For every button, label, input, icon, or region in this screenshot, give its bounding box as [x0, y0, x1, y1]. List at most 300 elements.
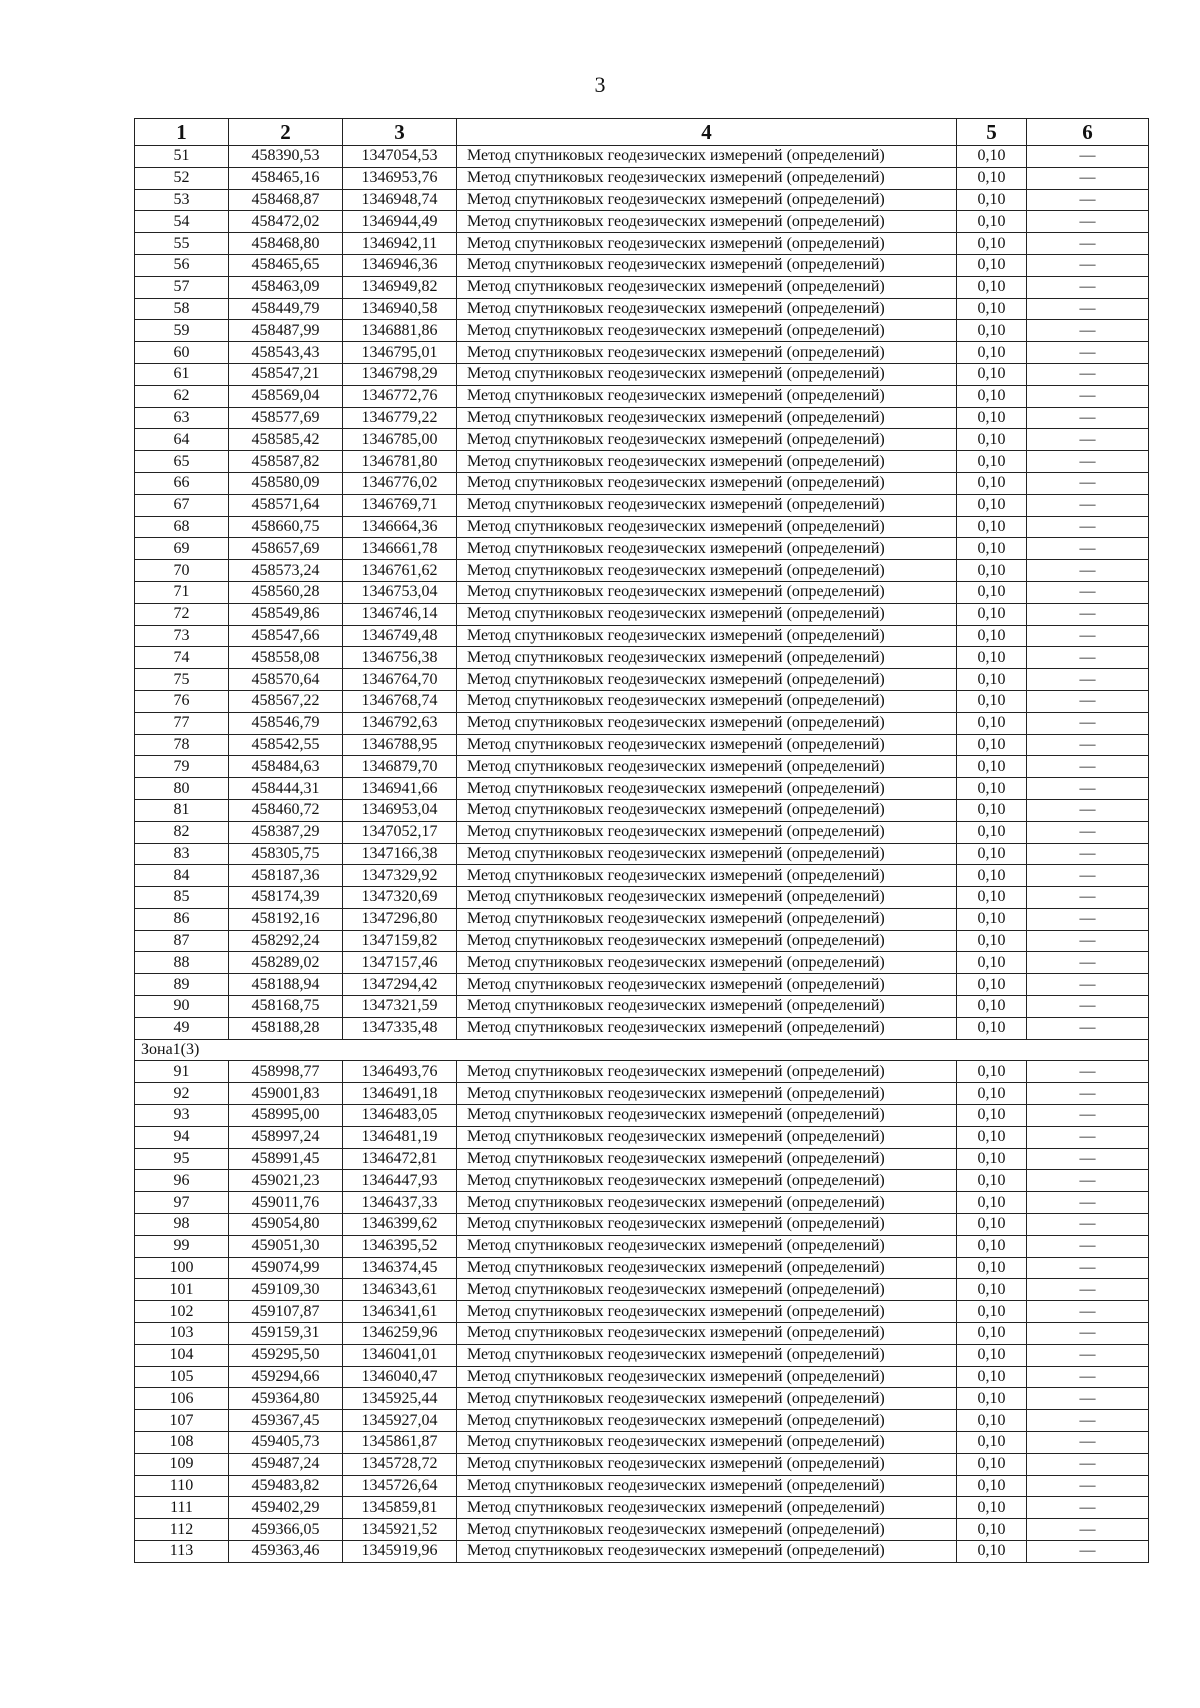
table-row [135, 385, 1149, 407]
x-coordinate-cell: 459074,99 [229, 1257, 343, 1279]
method-cell: Метод спутниковых геодезических измерений (определений) [457, 1541, 957, 1563]
point-number-cell: 70 [135, 560, 229, 582]
x-coordinate-cell: 458289,02 [229, 952, 343, 974]
method-cell: Метод спутниковых геодезических измерений (определений) [457, 1235, 957, 1257]
y-coordinate-cell: 1345927,04 [343, 1410, 457, 1432]
y-coordinate-cell: 1346879,70 [343, 756, 457, 778]
x-coordinate-cell: 458187,36 [229, 865, 343, 887]
method-cell: Метод спутниковых геодезических измерений (определений) [457, 974, 957, 996]
accuracy-cell: 0,10 [957, 1301, 1027, 1323]
y-coordinate-cell: 1346768,74 [343, 690, 457, 712]
accuracy-cell: 0,10 [957, 407, 1027, 429]
table-row [135, 974, 1149, 996]
table-row [135, 1497, 1149, 1519]
note-cell: — [1027, 560, 1149, 582]
y-coordinate-cell: 1345861,87 [343, 1432, 457, 1454]
method-cell: Метод спутниковых геодезических измерений (определений) [457, 625, 957, 647]
method-cell: Метод спутниковых геодезических измерений (определений) [457, 167, 957, 189]
method-cell: Метод спутниковых геодезических измерений (определений) [457, 451, 957, 473]
point-number-cell: 86 [135, 908, 229, 930]
point-number-cell: 82 [135, 821, 229, 843]
accuracy-cell: 0,10 [957, 146, 1027, 168]
x-coordinate-cell: 458587,82 [229, 451, 343, 473]
method-cell: Метод спутниковых геодезических измерений (определений) [457, 778, 957, 800]
accuracy-cell: 0,10 [957, 451, 1027, 473]
note-cell: — [1027, 1366, 1149, 1388]
header-col-5: 5 [957, 119, 1027, 146]
point-number-cell: 67 [135, 494, 229, 516]
point-number-cell: 54 [135, 211, 229, 233]
method-cell: Метод спутниковых геодезических измерений (определений) [457, 734, 957, 756]
point-number-cell: 104 [135, 1344, 229, 1366]
table-row [135, 865, 1149, 887]
method-cell: Метод спутниковых геодезических измерений (определений) [457, 146, 957, 168]
point-number-cell: 72 [135, 603, 229, 625]
accuracy-cell: 0,10 [957, 1235, 1027, 1257]
point-number-cell: 81 [135, 799, 229, 821]
method-cell: Метод спутниковых геодезических измерений (определений) [457, 494, 957, 516]
y-coordinate-cell: 1346761,62 [343, 560, 457, 582]
note-cell: — [1027, 254, 1149, 276]
y-coordinate-cell: 1346792,63 [343, 712, 457, 734]
y-coordinate-cell: 1346472,81 [343, 1148, 457, 1170]
point-number-cell: 60 [135, 342, 229, 364]
table-row [135, 1475, 1149, 1497]
point-number-cell: 103 [135, 1323, 229, 1345]
table-row [135, 494, 1149, 516]
x-coordinate-cell: 459366,05 [229, 1519, 343, 1541]
method-cell: Метод спутниковых геодезических измерений (определений) [457, 363, 957, 385]
note-cell: — [1027, 1017, 1149, 1039]
x-coordinate-cell: 458567,22 [229, 690, 343, 712]
method-cell: Метод спутниковых геодезических измерений (определений) [457, 211, 957, 233]
accuracy-cell: 0,10 [957, 996, 1027, 1018]
x-coordinate-cell: 458560,28 [229, 581, 343, 603]
method-cell: Метод спутниковых геодезических измерений (определений) [457, 887, 957, 909]
point-number-cell: 84 [135, 865, 229, 887]
accuracy-cell: 0,10 [957, 1017, 1027, 1039]
accuracy-cell: 0,10 [957, 233, 1027, 255]
header-col-3: 3 [343, 119, 457, 146]
method-cell: Метод спутниковых геодезических измерений (определений) [457, 320, 957, 342]
accuracy-cell: 0,10 [957, 1344, 1027, 1366]
point-number-cell: 71 [135, 581, 229, 603]
y-coordinate-cell: 1347294,42 [343, 974, 457, 996]
accuracy-cell: 0,10 [957, 1279, 1027, 1301]
x-coordinate-cell: 458571,64 [229, 494, 343, 516]
accuracy-cell: 0,10 [957, 167, 1027, 189]
y-coordinate-cell: 1346756,38 [343, 647, 457, 669]
accuracy-cell: 0,10 [957, 254, 1027, 276]
accuracy-cell: 0,10 [957, 363, 1027, 385]
accuracy-cell: 0,10 [957, 1148, 1027, 1170]
table-row [135, 1410, 1149, 1432]
note-cell: — [1027, 363, 1149, 385]
x-coordinate-cell: 458472,02 [229, 211, 343, 233]
accuracy-cell: 0,10 [957, 560, 1027, 582]
y-coordinate-cell: 1346953,04 [343, 799, 457, 821]
note-cell: — [1027, 908, 1149, 930]
point-number-cell: 90 [135, 996, 229, 1018]
x-coordinate-cell: 458444,31 [229, 778, 343, 800]
method-cell: Метод спутниковых геодезических измерений (определений) [457, 189, 957, 211]
method-cell: Метод спутниковых геодезических измерений (определений) [457, 1017, 957, 1039]
y-coordinate-cell: 1346942,11 [343, 233, 457, 255]
note-cell: — [1027, 1257, 1149, 1279]
y-coordinate-cell: 1346661,78 [343, 538, 457, 560]
x-coordinate-cell: 459051,30 [229, 1235, 343, 1257]
x-coordinate-cell: 459295,50 [229, 1344, 343, 1366]
note-cell: — [1027, 320, 1149, 342]
y-coordinate-cell: 1346746,14 [343, 603, 457, 625]
x-coordinate-cell: 458188,94 [229, 974, 343, 996]
note-cell: — [1027, 146, 1149, 168]
point-number-cell: 78 [135, 734, 229, 756]
note-cell: — [1027, 1453, 1149, 1475]
method-cell: Метод спутниковых геодезических измерений (определений) [457, 996, 957, 1018]
x-coordinate-cell: 458546,79 [229, 712, 343, 734]
table-row [135, 734, 1149, 756]
point-number-cell: 92 [135, 1083, 229, 1105]
accuracy-cell: 0,10 [957, 1541, 1027, 1563]
table-row [135, 451, 1149, 473]
table-row [135, 167, 1149, 189]
point-number-cell: 79 [135, 756, 229, 778]
table-row [135, 625, 1149, 647]
x-coordinate-cell: 458660,75 [229, 516, 343, 538]
method-cell: Метод спутниковых геодезических измерений (определений) [457, 407, 957, 429]
note-cell: — [1027, 1235, 1149, 1257]
note-cell: — [1027, 1192, 1149, 1214]
x-coordinate-cell: 458997,24 [229, 1126, 343, 1148]
note-cell: — [1027, 298, 1149, 320]
point-number-cell: 73 [135, 625, 229, 647]
point-number-cell: 61 [135, 363, 229, 385]
method-cell: Метод спутниковых геодезических измерений (определений) [457, 712, 957, 734]
x-coordinate-cell: 458580,09 [229, 472, 343, 494]
y-coordinate-cell: 1347157,46 [343, 952, 457, 974]
accuracy-cell: 0,10 [957, 385, 1027, 407]
method-cell: Метод спутниковых геодезических измерений (определений) [457, 647, 957, 669]
y-coordinate-cell: 1345859,81 [343, 1497, 457, 1519]
table-row [135, 712, 1149, 734]
accuracy-cell: 0,10 [957, 1214, 1027, 1236]
accuracy-cell: 0,10 [957, 865, 1027, 887]
note-cell: — [1027, 996, 1149, 1018]
table-row [135, 1323, 1149, 1345]
accuracy-cell: 0,10 [957, 1192, 1027, 1214]
x-coordinate-cell: 458168,75 [229, 996, 343, 1018]
x-coordinate-cell: 458387,29 [229, 821, 343, 843]
method-cell: Метод спутниковых геодезических измерений (определений) [457, 276, 957, 298]
table-row [135, 254, 1149, 276]
note-cell: — [1027, 1148, 1149, 1170]
point-number-cell: 98 [135, 1214, 229, 1236]
note-cell: — [1027, 887, 1149, 909]
accuracy-cell: 0,10 [957, 581, 1027, 603]
table-header-row [135, 119, 1149, 146]
x-coordinate-cell: 458573,24 [229, 560, 343, 582]
point-number-cell: 101 [135, 1279, 229, 1301]
y-coordinate-cell: 1346491,18 [343, 1083, 457, 1105]
accuracy-cell: 0,10 [957, 1061, 1027, 1083]
point-number-cell: 89 [135, 974, 229, 996]
note-cell: — [1027, 647, 1149, 669]
note-cell: — [1027, 1214, 1149, 1236]
y-coordinate-cell: 1346785,00 [343, 429, 457, 451]
accuracy-cell: 0,10 [957, 538, 1027, 560]
x-coordinate-cell: 459363,46 [229, 1541, 343, 1563]
point-number-cell: 110 [135, 1475, 229, 1497]
point-number-cell: 63 [135, 407, 229, 429]
method-cell: Метод спутниковых геодезических измерений (определений) [457, 908, 957, 930]
note-cell: — [1027, 756, 1149, 778]
y-coordinate-cell: 1346949,82 [343, 276, 457, 298]
y-coordinate-cell: 1346764,70 [343, 669, 457, 691]
accuracy-cell: 0,10 [957, 298, 1027, 320]
table-row [135, 342, 1149, 364]
method-cell: Метод спутниковых геодезических измерений (определений) [457, 1388, 957, 1410]
table-row [135, 1148, 1149, 1170]
note-cell: — [1027, 1519, 1149, 1541]
x-coordinate-cell: 458174,39 [229, 887, 343, 909]
y-coordinate-cell: 1347296,80 [343, 908, 457, 930]
x-coordinate-cell: 458998,77 [229, 1061, 343, 1083]
method-cell: Метод спутниковых геодезических измерений (определений) [457, 952, 957, 974]
table-row [135, 799, 1149, 821]
note-cell: — [1027, 167, 1149, 189]
y-coordinate-cell: 1345728,72 [343, 1453, 457, 1475]
x-coordinate-cell: 458542,55 [229, 734, 343, 756]
x-coordinate-cell: 459483,82 [229, 1475, 343, 1497]
point-number-cell: 59 [135, 320, 229, 342]
note-cell: — [1027, 1541, 1149, 1563]
method-cell: Метод спутниковых геодезических измерений (определений) [457, 1344, 957, 1366]
x-coordinate-cell: 458463,09 [229, 276, 343, 298]
point-number-cell: 74 [135, 647, 229, 669]
accuracy-cell: 0,10 [957, 821, 1027, 843]
table-row [135, 538, 1149, 560]
accuracy-cell: 0,10 [957, 1366, 1027, 1388]
y-coordinate-cell: 1345921,52 [343, 1519, 457, 1541]
x-coordinate-cell: 459405,73 [229, 1432, 343, 1454]
y-coordinate-cell: 1346940,58 [343, 298, 457, 320]
table-row [135, 1235, 1149, 1257]
point-number-cell: 112 [135, 1519, 229, 1541]
method-cell: Метод спутниковых геодезических измерений (определений) [457, 1410, 957, 1432]
note-cell: — [1027, 342, 1149, 364]
table-row [135, 843, 1149, 865]
method-cell: Метод спутниковых геодезических измерений (определений) [457, 581, 957, 603]
accuracy-cell: 0,10 [957, 276, 1027, 298]
y-coordinate-cell: 1346259,96 [343, 1323, 457, 1345]
note-cell: — [1027, 712, 1149, 734]
x-coordinate-cell: 458465,65 [229, 254, 343, 276]
point-number-cell: 56 [135, 254, 229, 276]
point-number-cell: 102 [135, 1301, 229, 1323]
note-cell: — [1027, 538, 1149, 560]
note-cell: — [1027, 189, 1149, 211]
y-coordinate-cell: 1347329,92 [343, 865, 457, 887]
y-coordinate-cell: 1346481,19 [343, 1126, 457, 1148]
x-coordinate-cell: 459054,80 [229, 1214, 343, 1236]
point-number-cell: 58 [135, 298, 229, 320]
point-number-cell: 83 [135, 843, 229, 865]
table-row [135, 603, 1149, 625]
x-coordinate-cell: 458390,53 [229, 146, 343, 168]
method-cell: Метод спутниковых геодезических измерений (определений) [457, 1323, 957, 1345]
page-number: 3 [594, 72, 606, 97]
accuracy-cell: 0,10 [957, 690, 1027, 712]
table-body [135, 146, 1149, 1563]
x-coordinate-cell: 459021,23 [229, 1170, 343, 1192]
y-coordinate-cell: 1346798,29 [343, 363, 457, 385]
y-coordinate-cell: 1346779,22 [343, 407, 457, 429]
y-coordinate-cell: 1346399,62 [343, 1214, 457, 1236]
x-coordinate-cell: 458484,63 [229, 756, 343, 778]
y-coordinate-cell: 1346753,04 [343, 581, 457, 603]
table-row [135, 952, 1149, 974]
table-row [135, 429, 1149, 451]
method-cell: Метод спутниковых геодезических измерений (определений) [457, 1257, 957, 1279]
y-coordinate-cell: 1347054,53 [343, 146, 457, 168]
x-coordinate-cell: 458465,16 [229, 167, 343, 189]
note-cell: — [1027, 799, 1149, 821]
point-number-cell: 93 [135, 1105, 229, 1127]
accuracy-cell: 0,10 [957, 843, 1027, 865]
accuracy-cell: 0,10 [957, 647, 1027, 669]
x-coordinate-cell: 459367,45 [229, 1410, 343, 1432]
method-cell: Метод спутниковых геодезических измерений (определений) [457, 1170, 957, 1192]
note-cell: — [1027, 1083, 1149, 1105]
y-coordinate-cell: 1346769,71 [343, 494, 457, 516]
point-number-cell: 85 [135, 887, 229, 909]
point-number-cell: 97 [135, 1192, 229, 1214]
method-cell: Метод спутниковых геодезических измерений (определений) [457, 1214, 957, 1236]
method-cell: Метод спутниковых геодезических измерений (определений) [457, 1519, 957, 1541]
y-coordinate-cell: 1346493,76 [343, 1061, 457, 1083]
table-row [135, 1170, 1149, 1192]
y-coordinate-cell: 1346374,45 [343, 1257, 457, 1279]
table-row [135, 233, 1149, 255]
y-coordinate-cell: 1346483,05 [343, 1105, 457, 1127]
point-number-cell: 57 [135, 276, 229, 298]
x-coordinate-cell: 458449,79 [229, 298, 343, 320]
y-coordinate-cell: 1346343,61 [343, 1279, 457, 1301]
point-number-cell: 107 [135, 1410, 229, 1432]
method-cell: Метод спутниковых геодезических измерений (определений) [457, 865, 957, 887]
table-row [135, 560, 1149, 582]
note-cell: — [1027, 1344, 1149, 1366]
y-coordinate-cell: 1346953,76 [343, 167, 457, 189]
y-coordinate-cell: 1346944,49 [343, 211, 457, 233]
accuracy-cell: 0,10 [957, 516, 1027, 538]
note-cell: — [1027, 734, 1149, 756]
point-number-cell: 66 [135, 472, 229, 494]
note-cell: — [1027, 1301, 1149, 1323]
note-cell: — [1027, 821, 1149, 843]
method-cell: Метод спутниковых геодезических измерений (определений) [457, 1301, 957, 1323]
table-row [135, 320, 1149, 342]
x-coordinate-cell: 458188,28 [229, 1017, 343, 1039]
method-cell: Метод спутниковых геодезических измерений (определений) [457, 1453, 957, 1475]
x-coordinate-cell: 458487,99 [229, 320, 343, 342]
y-coordinate-cell: 1347335,48 [343, 1017, 457, 1039]
note-cell: — [1027, 211, 1149, 233]
method-cell: Метод спутниковых геодезических измерений (определений) [457, 1279, 957, 1301]
header-col-6: 6 [1027, 119, 1149, 146]
point-number-cell: 94 [135, 1126, 229, 1148]
note-cell: — [1027, 451, 1149, 473]
y-coordinate-cell: 1347321,59 [343, 996, 457, 1018]
x-coordinate-cell: 458991,45 [229, 1148, 343, 1170]
accuracy-cell: 0,10 [957, 625, 1027, 647]
method-cell: Метод спутниковых геодезических измерений (определений) [457, 1366, 957, 1388]
accuracy-cell: 0,10 [957, 799, 1027, 821]
point-number-cell: 69 [135, 538, 229, 560]
accuracy-cell: 0,10 [957, 974, 1027, 996]
method-cell: Метод спутниковых геодезических измерений (определений) [457, 1105, 957, 1127]
note-cell: — [1027, 581, 1149, 603]
method-cell: Метод спутниковых геодезических измерений (определений) [457, 930, 957, 952]
note-cell: — [1027, 974, 1149, 996]
y-coordinate-cell: 1346041,01 [343, 1344, 457, 1366]
coordinates-table [134, 118, 1149, 1563]
accuracy-cell: 0,10 [957, 930, 1027, 952]
method-cell: Метод спутниковых геодезических измерений (определений) [457, 1083, 957, 1105]
accuracy-cell: 0,10 [957, 1519, 1027, 1541]
table-row [135, 146, 1149, 168]
y-coordinate-cell: 1346749,48 [343, 625, 457, 647]
note-cell: — [1027, 516, 1149, 538]
table-row [135, 1344, 1149, 1366]
accuracy-cell: 0,10 [957, 734, 1027, 756]
point-number-cell: 109 [135, 1453, 229, 1475]
table-row [135, 996, 1149, 1018]
x-coordinate-cell: 458569,04 [229, 385, 343, 407]
method-cell: Метод спутниковых геодезических измерений (определений) [457, 1192, 957, 1214]
accuracy-cell: 0,10 [957, 778, 1027, 800]
method-cell: Метод спутниковых геодезических измерений (определений) [457, 342, 957, 364]
note-cell: — [1027, 276, 1149, 298]
table-row [135, 1279, 1149, 1301]
table-row [135, 887, 1149, 909]
table-row [135, 472, 1149, 494]
note-cell: — [1027, 1279, 1149, 1301]
x-coordinate-cell: 459159,31 [229, 1323, 343, 1345]
table-row [135, 756, 1149, 778]
point-number-cell: 96 [135, 1170, 229, 1192]
method-cell: Метод спутниковых геодезических измерений (определений) [457, 821, 957, 843]
note-cell: — [1027, 1432, 1149, 1454]
note-cell: — [1027, 407, 1149, 429]
table-row [135, 908, 1149, 930]
zone-label: Зона1(3) [135, 1039, 1149, 1061]
y-coordinate-cell: 1347159,82 [343, 930, 457, 952]
table-row [135, 298, 1149, 320]
x-coordinate-cell: 458468,80 [229, 233, 343, 255]
point-number-cell: 113 [135, 1541, 229, 1563]
y-coordinate-cell: 1345726,64 [343, 1475, 457, 1497]
method-cell: Метод спутниковых геодезических измерений (определений) [457, 603, 957, 625]
table-row [135, 647, 1149, 669]
accuracy-cell: 0,10 [957, 603, 1027, 625]
note-cell: — [1027, 429, 1149, 451]
table-row [135, 1126, 1149, 1148]
accuracy-cell: 0,10 [957, 211, 1027, 233]
point-number-cell: 52 [135, 167, 229, 189]
table-row [135, 1083, 1149, 1105]
